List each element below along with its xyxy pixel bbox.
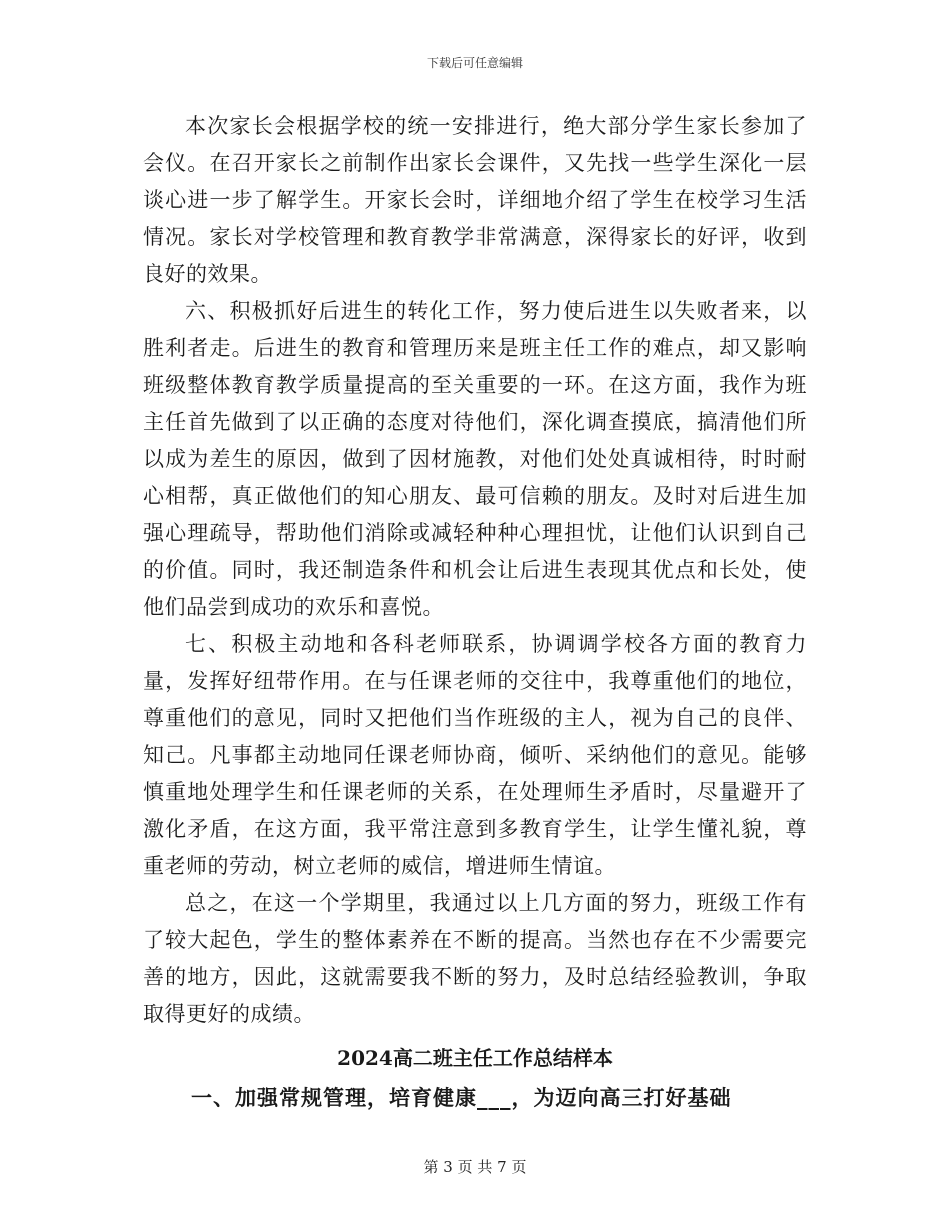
document-body (143, 108, 807, 1119)
paragraph-underachievers: 六、积极抓好后进生的转化工作，努力使后进生以失败者来，以胜利者走。后进生的教育和管理历来是班主任工作的难点，却又影响班级整体教育教学质量提高的至关重要的一环。在这方面，我作为班主任首先做到了以正确的态度对待他们，深化调查摸底，搞清他们所以成为差生的原因，做到了因材施教，对他们处处真诚相待，时时耐心相帮，真正做他们的知心朋友、最可信赖的朋友。及时对后进生加强心理疏导，帮助他们消除或减轻种种心理担忧，让他们认识到自己的价值。同时，我还制造条件和机会让后进生表现其优点和长处，使他们品尝到成功的欢乐和喜悦。 (143, 299, 807, 619)
paragraph-summary: 总之，在这一个学期里，我通过以上几方面的努力，班级工作有了较大起色，学生的整体素养在不断的提高。当然也存在不少需要完善的地方，因此，这就需要我不断的努力，及时总结经验教训，争取取得更好的成绩。 (143, 891, 807, 1026)
page-header: 下载后可任意编辑 (426, 56, 523, 70)
document-title: 2024高二班主任工作总结样本 (337, 1046, 613, 1070)
section-heading: 一、加强常规管理，培育健康___，为迈向高三打好基础 (191, 1085, 732, 1110)
page-number-footer: 第 3 页 共 7 页 (423, 1158, 527, 1176)
paragraph-teacher-coordination: 七、积极主动地和各科老师联系，协调调学校各方面的教育力量，发挥好纽带作用。在与任课老师的交往中，我尊重他们的地位，尊重他们的意见，同时又把他们当作班级的主人，视为自己的良伴、知己。凡事都主动地同任课老师协商，倾听、采纳他们的意见。能够慎重地处理学生和任课老师的关系，在处理师生矛盾时，尽量避开了激化矛盾，在这方面，我平常注意到多教育学生，让学生懂礼貌，尊重老师的劳动，树立老师的威信，增进师生情谊。 (143, 632, 807, 878)
paragraph-parent-meeting: 本次家长会根据学校的统一安排进行，绝大部分学生家长参加了会仪。在召开家长之前制作出家长会课件，又先找一些学生深化一层谈心进一步了解学生。开家长会时，详细地介绍了学生在校学习生活情况。家长对学校管理和教育教学非常满意，深得家长的好评，收到良好的效果。 (143, 114, 807, 286)
